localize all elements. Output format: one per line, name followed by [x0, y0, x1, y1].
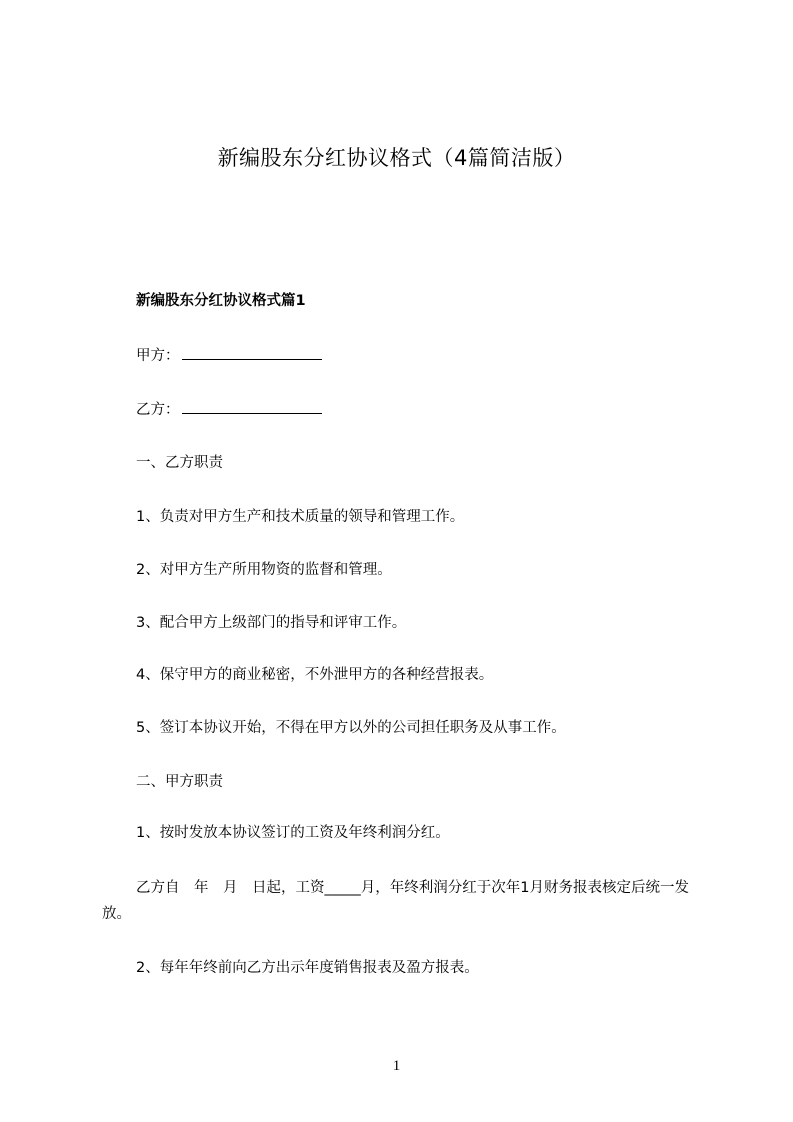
- party-b-blank: [182, 399, 322, 414]
- party-a-label: 甲方：: [136, 348, 180, 364]
- part2-heading: 二、甲方职责: [136, 774, 223, 790]
- document-title: 新编股东分红协议格式（4篇简洁版）: [217, 146, 576, 170]
- part1-item: 2、对甲方生产所用物资的监督和管理。: [136, 562, 392, 578]
- part1-heading: 一、乙方职责: [136, 455, 223, 471]
- part1-item: 3、配合甲方上级部门的指导和评审工作。: [136, 615, 407, 631]
- page-number: 1: [392, 1058, 401, 1074]
- part2-item: 1、按时发放本协议签订的工资及年终利润分红。: [136, 825, 450, 841]
- section-heading: 新编股东分红协议格式篇1: [136, 293, 306, 309]
- part1-item: 4、保守甲方的商业秘密，不外泄甲方的各种经营报表。: [136, 667, 494, 683]
- part1-item: 1、负责对甲方生产和技术质量的领导和管理工作。: [136, 509, 465, 525]
- part2-item: 2、每年年终前向乙方出示年度销售报表及盈方报表。: [136, 960, 479, 976]
- party-a-line: [136, 345, 322, 366]
- part1-item: 5、签订本协议开始，不得在甲方以外的公司担任职务及从事工作。: [136, 720, 566, 736]
- party-a-blank: [182, 345, 322, 360]
- party-b-label: 乙方：: [136, 402, 180, 418]
- party-b-line: [136, 399, 322, 420]
- part2-paragraph: 乙方自 年 月 日起，工资_____月，年终利润分红于次年1月财务报表核定后统一发放。: [102, 880, 689, 922]
